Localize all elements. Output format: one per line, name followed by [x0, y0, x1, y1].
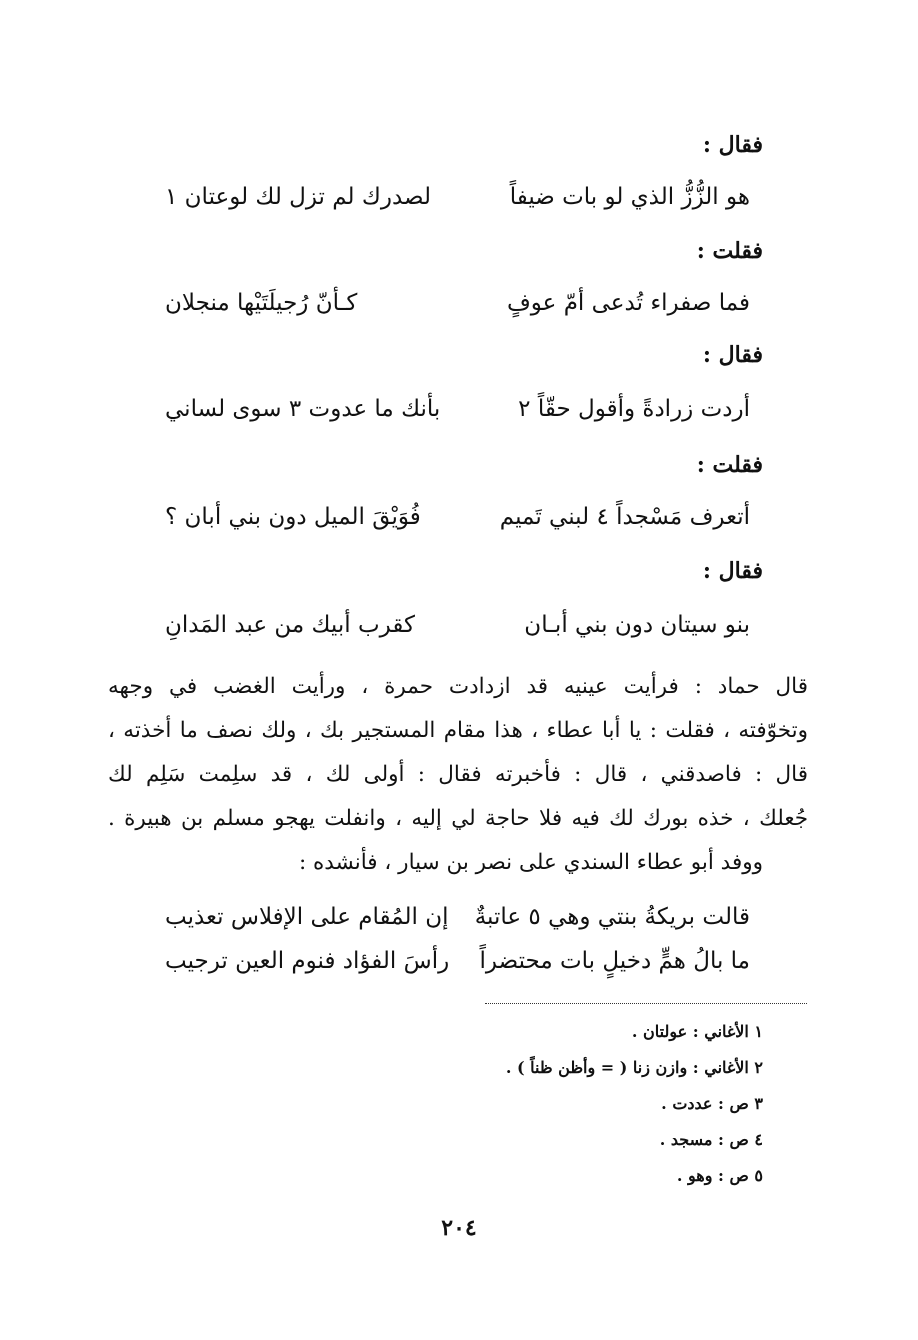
verse-first-hemistich: هو الزُّزُّ الذي لو بات ضيفاً [509, 184, 750, 210]
verse-line [165, 612, 750, 638]
footnote: ٢ الأغاني : وازن زنا ( = وأظن ظناً ) . [505, 1058, 763, 1077]
verse-line [165, 904, 750, 930]
verse-line [165, 184, 750, 210]
verse-first-hemistich: فما صفراء تُدعى أمّ عوفٍ [506, 290, 750, 316]
verse-line [165, 290, 750, 316]
verse-second-hemistich: إن المُقام على الإفلاس تعذيب [165, 904, 449, 930]
verse-first-hemistich: أردت زرادةً وأقول حقّاً ٢ [518, 396, 750, 422]
verse-line [165, 504, 750, 530]
prose-line-indented: ووفد أبو عطاء السندي على نصر بن سيار ، فأنشده : [298, 850, 763, 875]
page-number: ٢٠٤ [441, 1215, 477, 1241]
verse-first-hemistich: ما بالُ همٍّ دخيلٍ بات محتضراً [479, 948, 750, 974]
footnote-separator [485, 1003, 807, 1004]
footnote: ٥ ص : وهو . [676, 1166, 763, 1185]
prose-line: جُعلك ، خذه بورك لك فيه فلا حاجة لي إليه ، وانفلت يهجو مسلم بن هبيرة . [108, 806, 808, 831]
verse-first-hemistich: قالت بريكةُ بنتي وهي ٥ عاتبةٌ [474, 904, 750, 930]
footnote: ٤ ص : مسجد . [659, 1130, 763, 1149]
verse-second-hemistich: رأسَ الفؤاد فنوم العين ترجيب [165, 948, 450, 974]
speaker-label: فقال : [702, 558, 763, 584]
footnote: ٣ ص : عددت . [661, 1094, 763, 1113]
verse-first-hemistich: أتعرف مَسْجداً ٤ لبني تَميم [499, 504, 750, 530]
prose-line: قال : فاصدقني ، قال : فأخبرته فقال : أولى لك ، قد سلِمت سَلِم لك [108, 762, 808, 787]
prose-line: قال حماد : فرأيت عينيه قد ازدادت حمرة ، ورأيت الغضب في وجهه [108, 674, 808, 699]
verse-second-hemistich: كـأنّ رُجيلَتَيْها منجلان [165, 290, 358, 316]
speaker-label: فقال : [702, 342, 763, 368]
verse-second-hemistich: لصدرك لم تزل لك لوعتان ١ [165, 184, 431, 210]
verse-line [165, 948, 750, 974]
speaker-label: فقلت : [696, 238, 763, 264]
verse-second-hemistich: كقرب أبيك من عبد المَدانِ [165, 612, 415, 638]
prose-line: وتخوّفته ، فقلت : يا أبا عطاء ، هذا مقام المستجير بك ، ولك نصف ما أخذته ، [108, 718, 808, 743]
speaker-label: فقلت : [696, 452, 763, 478]
verse-line [165, 396, 750, 422]
verse-first-hemistich: بنو سيتان دون بني أبـان [524, 612, 750, 638]
verse-second-hemistich: فُوَيْقَ الميل دون بني أبان ؟ [165, 504, 421, 530]
footnote: ١ الأغاني : عولتان . [631, 1022, 763, 1041]
speaker-label: فقال : [702, 132, 763, 158]
verse-second-hemistich: بأنك ما عدوت ٣ سوى لساني [165, 396, 441, 422]
